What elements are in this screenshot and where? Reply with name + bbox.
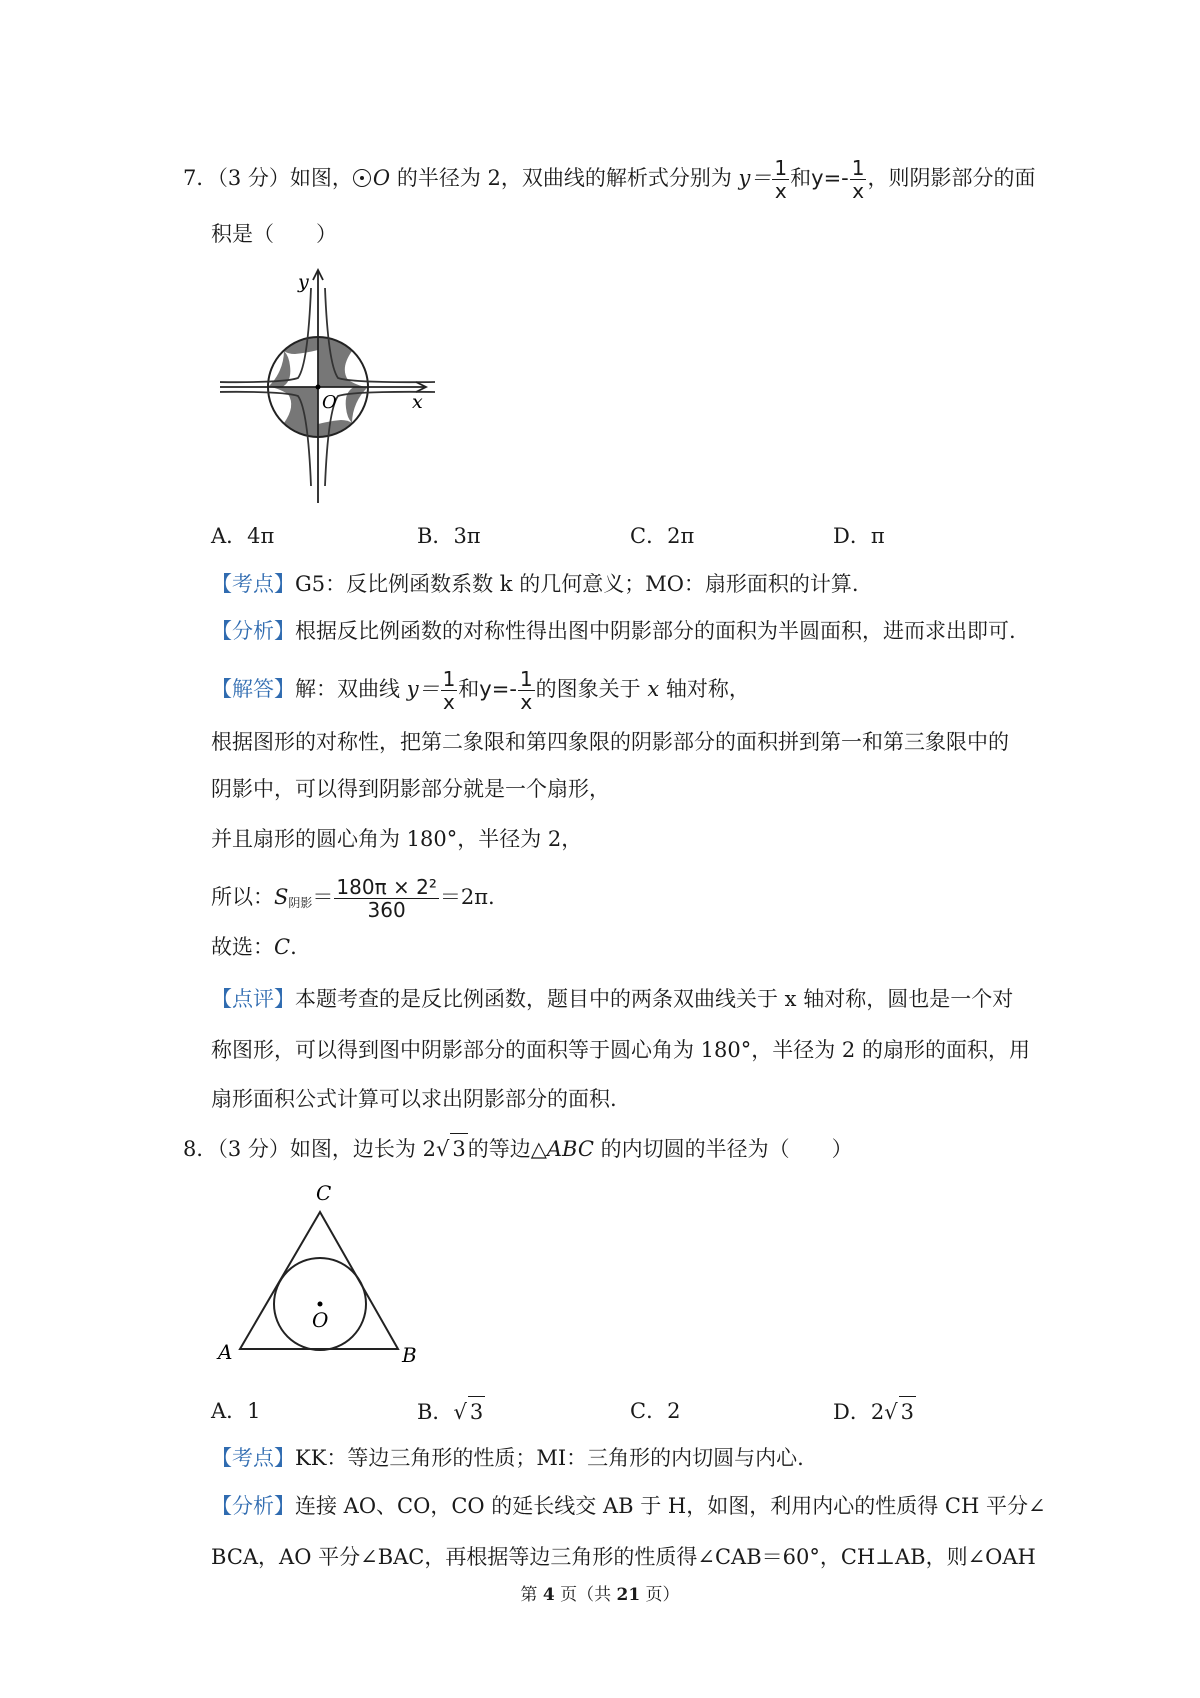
fraction-1-over-x bbox=[772, 157, 789, 202]
q8-stem-b: 的等边△ bbox=[467, 1137, 547, 1161]
option-letter: A． bbox=[211, 524, 248, 548]
frac-den: x bbox=[520, 690, 533, 714]
triangle-abc: ABC bbox=[546, 1137, 594, 1161]
sol-text: 阴影中，可以得到阴影部分就是一个扇形， bbox=[211, 777, 610, 801]
q7-jieda bbox=[211, 668, 750, 713]
q7-number: 7． bbox=[183, 166, 218, 190]
q8-score: （3 分） bbox=[217, 1137, 290, 1161]
sqrt-radicand: 3 bbox=[899, 1396, 916, 1427]
area-subscript: 阴影 bbox=[288, 896, 313, 910]
frac-den: x bbox=[774, 179, 787, 203]
dianping-tag: 【点评】 bbox=[211, 987, 295, 1011]
footer-mid: 页（共 bbox=[554, 1585, 617, 1605]
option-letter: D． bbox=[833, 524, 871, 548]
jieda-x: x bbox=[647, 677, 660, 701]
jieda-c: 轴对称， bbox=[659, 677, 750, 701]
frac-den: x bbox=[852, 179, 865, 203]
q7-option-c[interactable] bbox=[630, 521, 694, 551]
y-axis-label: y bbox=[298, 271, 309, 293]
q7-stem-b: 的半径为 2，双曲线的解析式分别为 bbox=[390, 166, 739, 190]
vertex-b-label: B bbox=[402, 1343, 417, 1362]
sol-text: 根据图形的对称性，把第二象限和第四象限的阴影部分的面积拼到第一和第三象限中的 bbox=[211, 730, 1009, 754]
vertex-a-label: A bbox=[218, 1340, 233, 1362]
option-letter: B． bbox=[417, 524, 454, 548]
fraction-1-over-x bbox=[441, 668, 458, 713]
q7-option-b[interactable] bbox=[417, 521, 481, 551]
sol-text: 并且扇形的圆心角为 180°，半径为 2， bbox=[211, 827, 583, 851]
answer-prefix: 故选： bbox=[211, 935, 274, 959]
option-value: π bbox=[870, 524, 885, 548]
footer-suffix: 页） bbox=[640, 1585, 680, 1605]
q7-stem-line2-text: 积是（ ） bbox=[211, 222, 337, 246]
frac-num: 1 bbox=[519, 667, 533, 691]
circle-o-label: O bbox=[372, 166, 391, 190]
kaodian-text: G5：反比例函数系数 k 的几何意义；MO：扇形面积的计算. bbox=[295, 572, 859, 596]
q7-sol-line3 bbox=[211, 824, 582, 854]
q8-triangle-figure bbox=[210, 1172, 435, 1362]
q7-fenxi bbox=[211, 616, 1016, 646]
sqrt-symbol: √ 3 bbox=[436, 1133, 468, 1164]
q7-sol-line5 bbox=[211, 932, 297, 962]
q7-stem-c: ，则阴影部分的面 bbox=[867, 166, 1036, 190]
frac-den: x bbox=[443, 690, 455, 714]
sqrt-radicand: 3 bbox=[468, 1396, 485, 1427]
equals: ＝ bbox=[312, 885, 334, 909]
q7-hyperbola-figure bbox=[220, 268, 450, 513]
fraction-1-over-x-2 bbox=[518, 668, 535, 713]
q7-dianping-2 bbox=[211, 1035, 1030, 1065]
dianping-text: 本题考查的是反比例函数，题目中的两条双曲线关于 x 轴对称，圆也是一个对 bbox=[295, 987, 1014, 1011]
answer-choice: C bbox=[274, 935, 291, 959]
q8-option-b[interactable] bbox=[417, 1396, 485, 1427]
q7-kaodian bbox=[211, 569, 859, 599]
q7-stem-line1 bbox=[183, 157, 1035, 202]
q8-option-c[interactable] bbox=[630, 1396, 680, 1426]
frac-den: 360 bbox=[367, 898, 406, 922]
dianping-text: 扇形面积公式计算可以求出阴影部分的面积. bbox=[211, 1087, 617, 1111]
he-y-eq: 和y=- bbox=[458, 677, 517, 701]
area-symbol: S bbox=[274, 885, 289, 909]
q8-fenxi-2 bbox=[211, 1542, 1036, 1572]
q8-fenxi-1 bbox=[211, 1491, 1046, 1521]
fenxi-tag: 【分析】 bbox=[211, 619, 295, 643]
q8-stem bbox=[183, 1133, 853, 1164]
q7-stem-a: 如图， bbox=[289, 166, 353, 190]
x-axis-label: x bbox=[412, 391, 423, 413]
q8-option-a[interactable] bbox=[211, 1396, 261, 1426]
q7-sol-line2 bbox=[211, 774, 610, 804]
option-value: 4π bbox=[247, 524, 275, 548]
footer-prefix: 第 bbox=[520, 1585, 543, 1605]
kaodian-tag: 【考点】 bbox=[211, 572, 295, 596]
answer-period: . bbox=[290, 935, 297, 959]
q7-stem-line2 bbox=[211, 219, 337, 249]
sqrt-symbol: √ 3 bbox=[453, 1396, 485, 1427]
fenxi-text: 根据反比例函数的对称性得出图中阴影部分的面积为半圆面积，进而求出即可. bbox=[295, 619, 1016, 643]
y-eq: y＝ bbox=[738, 166, 772, 190]
option-letter: C． bbox=[630, 1399, 668, 1423]
fenxi-text: 连接 AO、CO，CO 的延长线交 AB 于 H，如图，利用内心的性质得 CH 平分∠ bbox=[295, 1494, 1046, 1518]
q8-stem-c: 的内切圆的半径为（ ） bbox=[593, 1137, 853, 1161]
q8-number: 8． bbox=[183, 1137, 218, 1161]
option-value: 2π bbox=[667, 524, 695, 548]
jieda-b: 的图象关于 bbox=[535, 677, 648, 701]
fraction-1-over-x-2 bbox=[850, 157, 867, 202]
jieda-a: 解：双曲线 bbox=[295, 677, 407, 701]
q7-option-d[interactable] bbox=[833, 521, 885, 551]
sol-so: 所以： bbox=[211, 885, 274, 909]
q8-kaodian bbox=[211, 1443, 804, 1473]
option-letter: A． bbox=[211, 1399, 248, 1423]
option-value: 1 bbox=[247, 1399, 261, 1423]
frac-num: 180π × 2² bbox=[336, 875, 437, 899]
q7-sol-line1 bbox=[211, 727, 1009, 757]
kaodian-tag: 【考点】 bbox=[211, 1446, 295, 1470]
fenxi-tag: 【分析】 bbox=[211, 1494, 295, 1518]
frac-num: 1 bbox=[851, 156, 865, 180]
q7-dianping-1 bbox=[211, 984, 1013, 1014]
kaodian-text: KK：等边三角形的性质；MI：三角形的内切圆与内心. bbox=[295, 1446, 804, 1470]
sqrt-radicand: 3 bbox=[450, 1133, 467, 1164]
option-letter: D． bbox=[833, 1400, 871, 1424]
frac-num: 1 bbox=[774, 156, 788, 180]
vertex-c-label: C bbox=[316, 1181, 332, 1205]
q8-option-d[interactable] bbox=[833, 1396, 916, 1427]
option-value: 2 bbox=[667, 1399, 681, 1423]
q7-option-a[interactable] bbox=[211, 521, 274, 551]
page-number: 4 bbox=[542, 1585, 555, 1605]
q7-score: （3 分） bbox=[217, 166, 290, 190]
origin-label: O bbox=[322, 392, 337, 413]
y-eq: y＝ bbox=[406, 677, 440, 701]
sol-result: ＝2π. bbox=[439, 885, 495, 909]
jieda-tag: 【解答】 bbox=[211, 677, 295, 701]
option-letter: B． bbox=[417, 1400, 454, 1424]
frac-num: 1 bbox=[442, 667, 456, 691]
incenter-label: O bbox=[312, 1308, 329, 1332]
sector-area-fraction bbox=[334, 876, 438, 921]
q7-dianping-3 bbox=[211, 1084, 617, 1114]
option-value: 3π bbox=[453, 524, 481, 548]
q7-sol-line4 bbox=[211, 876, 495, 921]
sqrt-symbol: √ 3 bbox=[884, 1396, 916, 1427]
page-footer bbox=[0, 1580, 1200, 1605]
q8-stem-a: 如图，边长为 2 bbox=[289, 1137, 436, 1161]
option-letter: C． bbox=[630, 524, 668, 548]
fenxi-text: BCA，AO 平分∠BAC，再根据等边三角形的性质得∠CAB＝60°，CH⊥AB，则∠OAH bbox=[211, 1545, 1036, 1569]
dianping-text: 称图形，可以得到图中阴影部分的面积等于圆心角为 180°，半径为 2 的扇形的面积，用 bbox=[211, 1038, 1030, 1062]
page-total: 21 bbox=[616, 1585, 641, 1605]
circle-symbol-icon bbox=[353, 169, 371, 187]
he-y-eq: 和y=- bbox=[790, 166, 849, 190]
option-value: 2 bbox=[870, 1400, 885, 1424]
